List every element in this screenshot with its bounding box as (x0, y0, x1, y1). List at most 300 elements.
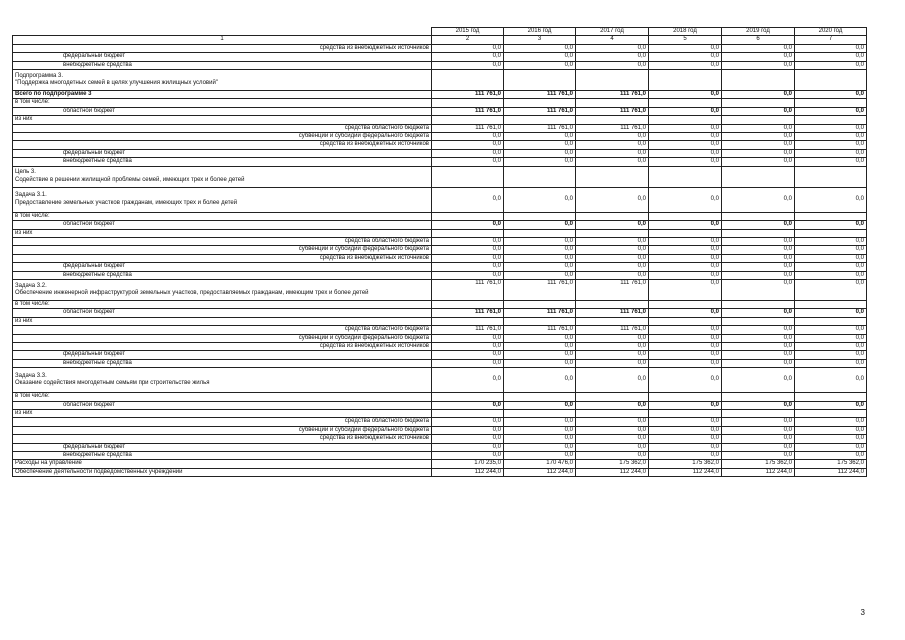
value-cell: 0,0 (432, 435, 504, 443)
value-cell: 0,0 (576, 141, 649, 149)
value-cell: 0,0 (649, 351, 722, 359)
value-cell: 0,0 (649, 309, 722, 317)
value-cell: 111 761,0 (576, 279, 649, 300)
value-cell (576, 410, 649, 418)
table-row (13, 452, 867, 460)
value-cell: 0,0 (432, 263, 504, 271)
table-row (13, 141, 867, 149)
row-label-cell (13, 221, 432, 229)
value-cell (795, 70, 867, 91)
value-cell: 111 761,0 (432, 107, 504, 115)
value-cell (504, 410, 576, 418)
value-cell: 0,0 (432, 187, 504, 212)
value-cell: 0,0 (576, 359, 649, 367)
value-cell: 111 761,0 (576, 107, 649, 115)
value-cell: 0,0 (649, 452, 722, 460)
value-cell: 111 761,0 (432, 309, 504, 317)
value-cell: 0,0 (795, 246, 867, 254)
value-cell: 0,0 (432, 61, 504, 69)
table-row (13, 133, 867, 141)
table-row (13, 368, 867, 393)
value-cell (576, 317, 649, 325)
row-label-cell (13, 443, 432, 451)
row-label: внебюджетные средства (63, 359, 132, 366)
value-cell: 0,0 (722, 326, 795, 334)
value-cell: 0,0 (795, 351, 867, 359)
value-cell: 0,0 (576, 401, 649, 409)
table-row (13, 212, 867, 220)
row-label: средства областного бюджета (344, 237, 429, 244)
table-row (13, 326, 867, 334)
row-label: Цель 3. (15, 169, 36, 176)
row-label-cell (13, 246, 432, 254)
value-cell: 0,0 (722, 158, 795, 166)
value-cell: 111 761,0 (576, 326, 649, 334)
column-number: 2 (432, 36, 504, 44)
value-cell: 0,0 (576, 187, 649, 212)
table-row (13, 70, 867, 91)
row-label: средства областного бюджета (344, 418, 429, 425)
year-header: 2016 год (504, 28, 576, 36)
value-cell: 111 761,0 (504, 107, 576, 115)
table-row (13, 229, 867, 237)
value-cell: 0,0 (504, 61, 576, 69)
value-cell (432, 317, 504, 325)
value-cell: 0,0 (722, 61, 795, 69)
column-number: 6 (722, 36, 795, 44)
row-label: средства областного бюджета (344, 326, 429, 333)
value-cell (576, 212, 649, 220)
table-row (13, 443, 867, 451)
row-label: средства из внебюджетных источников (319, 342, 429, 349)
value-cell (504, 393, 576, 401)
row-label-cell (13, 279, 432, 300)
value-cell: 0,0 (432, 246, 504, 254)
value-cell: 0,0 (795, 254, 867, 262)
row-label: в том числе: (15, 212, 50, 219)
value-cell (504, 317, 576, 325)
table-row (13, 53, 867, 61)
row-label-detail: Предоставление земельных участков гражданам, имеющих трех и более детей (15, 199, 238, 206)
value-cell: 0,0 (576, 443, 649, 451)
value-cell: 0,0 (795, 452, 867, 460)
value-cell (576, 229, 649, 237)
value-cell: 0,0 (795, 342, 867, 350)
value-cell: 112 244,0 (504, 468, 576, 476)
value-cell: 0,0 (649, 401, 722, 409)
year-header: 2017 год (576, 28, 649, 36)
value-cell: 111 761,0 (504, 91, 576, 99)
value-cell: 0,0 (432, 221, 504, 229)
row-label-cell (13, 468, 432, 476)
row-label: средства областного бюджета (344, 124, 429, 131)
row-label: средства из внебюджетных источников (319, 254, 429, 261)
row-label: субвенции и субсидии федерального бюджета (298, 426, 429, 433)
value-cell: 0,0 (722, 418, 795, 426)
value-cell: 0,0 (432, 254, 504, 262)
value-cell (795, 166, 867, 187)
value-cell: 0,0 (649, 359, 722, 367)
value-cell: 175 362,0 (576, 460, 649, 468)
value-cell: 0,0 (432, 271, 504, 279)
value-cell (504, 116, 576, 124)
value-cell: 0,0 (722, 351, 795, 359)
row-label: внебюджетные средства (63, 158, 132, 165)
value-cell: 0,0 (722, 91, 795, 99)
row-label-cell (13, 133, 432, 141)
value-cell: 0,0 (722, 334, 795, 342)
value-cell: 0,0 (722, 44, 795, 52)
value-cell (576, 300, 649, 308)
value-cell: 0,0 (722, 342, 795, 350)
value-cell: 0,0 (649, 133, 722, 141)
value-cell: 0,0 (795, 401, 867, 409)
value-cell: 0,0 (576, 158, 649, 166)
row-label-cell (13, 263, 432, 271)
value-cell: 0,0 (576, 342, 649, 350)
value-cell (795, 410, 867, 418)
value-cell: 0,0 (576, 334, 649, 342)
value-cell: 0,0 (649, 149, 722, 157)
value-cell: 0,0 (795, 141, 867, 149)
table-row (13, 309, 867, 317)
value-cell: 0,0 (649, 141, 722, 149)
value-cell: 0,0 (795, 61, 867, 69)
value-cell: 0,0 (722, 435, 795, 443)
table-row (13, 334, 867, 342)
value-cell: 0,0 (576, 418, 649, 426)
value-cell (576, 393, 649, 401)
value-cell (795, 317, 867, 325)
value-cell (504, 99, 576, 107)
row-label: в том числе: (15, 393, 50, 400)
table-row (13, 107, 867, 115)
value-cell (504, 300, 576, 308)
table-row (13, 317, 867, 325)
value-cell: 0,0 (649, 254, 722, 262)
value-cell: 0,0 (504, 254, 576, 262)
row-label-cell (13, 187, 432, 212)
row-label: субвенции и субсидии федерального бюджета (298, 246, 429, 253)
row-label: федеральный бюджет (63, 351, 126, 358)
value-cell: 0,0 (432, 401, 504, 409)
value-cell: 0,0 (649, 221, 722, 229)
row-label: из них (15, 229, 33, 236)
value-cell: 0,0 (504, 401, 576, 409)
value-cell (649, 99, 722, 107)
row-label-cell (13, 124, 432, 132)
value-cell: 0,0 (722, 279, 795, 300)
row-label-cell (13, 452, 432, 460)
value-cell (722, 317, 795, 325)
row-label: федеральный бюджет (63, 149, 126, 156)
value-cell: 0,0 (504, 149, 576, 157)
value-cell (795, 212, 867, 220)
value-cell: 175 362,0 (722, 460, 795, 468)
row-label-cell (13, 460, 432, 468)
row-label-cell (13, 53, 432, 61)
value-cell: 0,0 (504, 334, 576, 342)
table-row (13, 410, 867, 418)
value-cell: 0,0 (504, 443, 576, 451)
table-row (13, 116, 867, 124)
row-label: внебюджетные средства (63, 452, 132, 459)
value-cell (576, 116, 649, 124)
value-cell: 0,0 (722, 237, 795, 245)
value-cell: 0,0 (722, 263, 795, 271)
table-row (13, 221, 867, 229)
value-cell: 0,0 (795, 309, 867, 317)
row-label: федеральный бюджет (63, 263, 126, 270)
table-row (13, 401, 867, 409)
table-row (13, 271, 867, 279)
value-cell: 0,0 (795, 326, 867, 334)
value-cell: 0,0 (649, 158, 722, 166)
value-cell (649, 393, 722, 401)
value-cell: 170 235,0 (432, 460, 504, 468)
row-label-cell (13, 237, 432, 245)
value-cell (504, 70, 576, 91)
row-label: Расходы на управление (15, 460, 82, 467)
row-label-cell (13, 166, 432, 187)
value-cell (649, 229, 722, 237)
value-cell: 0,0 (576, 435, 649, 443)
year-header: 2020 год (795, 28, 867, 36)
value-cell (649, 166, 722, 187)
value-cell: 0,0 (795, 107, 867, 115)
value-cell: 0,0 (432, 334, 504, 342)
value-cell: 0,0 (795, 53, 867, 61)
value-cell: 112 244,0 (576, 468, 649, 476)
row-label-cell (13, 141, 432, 149)
row-label-cell (13, 107, 432, 115)
column-number-row (13, 36, 867, 44)
value-cell: 0,0 (504, 435, 576, 443)
value-cell: 0,0 (576, 452, 649, 460)
value-cell: 0,0 (432, 141, 504, 149)
row-label-cell (13, 426, 432, 434)
value-cell: 0,0 (795, 263, 867, 271)
value-cell: 0,0 (432, 368, 504, 393)
table-body (13, 44, 867, 476)
value-cell: 0,0 (795, 124, 867, 132)
row-label: из них (15, 116, 33, 123)
value-cell: 0,0 (432, 452, 504, 460)
row-label-detail: Содействие в решении жилищной проблемы семей, имеющих трех и более детей (15, 176, 245, 183)
table-row (13, 187, 867, 212)
row-label: в том числе: (15, 99, 50, 106)
value-cell: 0,0 (432, 418, 504, 426)
value-cell (649, 317, 722, 325)
row-label-cell (13, 70, 432, 91)
value-cell: 0,0 (432, 237, 504, 245)
row-label: Задача 3.3. (15, 372, 47, 379)
value-cell (432, 300, 504, 308)
row-label-cell (13, 317, 432, 325)
value-cell: 0,0 (576, 149, 649, 157)
value-cell (722, 166, 795, 187)
value-cell: 0,0 (649, 53, 722, 61)
value-cell: 0,0 (576, 368, 649, 393)
value-cell: 0,0 (504, 44, 576, 52)
row-label-cell (13, 401, 432, 409)
row-label-cell (13, 326, 432, 334)
row-label: внебюджетные средства (63, 61, 132, 68)
row-label: Подпрограмма 3. (15, 72, 64, 79)
value-cell: 0,0 (504, 53, 576, 61)
value-cell (432, 410, 504, 418)
row-label-detail: "Поддержка многодетных семей в целях улучшения жилищных условий" (15, 80, 218, 87)
table-row (13, 263, 867, 271)
value-cell: 0,0 (795, 187, 867, 212)
row-label: средства из внебюджетных источников (319, 141, 429, 148)
row-label: федеральный бюджет (63, 53, 126, 60)
value-cell (432, 393, 504, 401)
table-row (13, 254, 867, 262)
value-cell: 0,0 (795, 435, 867, 443)
value-cell: 111 761,0 (576, 91, 649, 99)
value-cell: 0,0 (649, 326, 722, 334)
budget-table (12, 27, 867, 477)
row-label: субвенции и субсидии федерального бюджета (298, 133, 429, 140)
value-cell: 0,0 (576, 351, 649, 359)
value-cell: 0,0 (649, 124, 722, 132)
year-header: 2015 год (432, 28, 504, 36)
value-cell: 0,0 (795, 426, 867, 434)
value-cell (722, 212, 795, 220)
value-cell: 111 761,0 (504, 124, 576, 132)
value-cell (722, 229, 795, 237)
page-number: 3 (860, 608, 865, 617)
value-cell: 111 761,0 (504, 309, 576, 317)
value-cell: 0,0 (504, 351, 576, 359)
value-cell: 111 761,0 (432, 279, 504, 300)
value-cell (795, 300, 867, 308)
year-header-row (13, 28, 867, 36)
row-label: областной бюджет (63, 107, 115, 114)
value-cell: 0,0 (722, 254, 795, 262)
table-row (13, 300, 867, 308)
row-label-cell (13, 44, 432, 52)
table-row (13, 435, 867, 443)
value-cell: 0,0 (795, 133, 867, 141)
table-row (13, 426, 867, 434)
year-header: 2018 год (649, 28, 722, 36)
value-cell: 0,0 (722, 401, 795, 409)
value-cell: 0,0 (576, 271, 649, 279)
value-cell: 0,0 (722, 443, 795, 451)
value-cell (649, 300, 722, 308)
table-row (13, 91, 867, 99)
value-cell: 0,0 (504, 271, 576, 279)
value-cell: 0,0 (576, 44, 649, 52)
row-label-cell (13, 359, 432, 367)
column-number: 3 (504, 36, 576, 44)
value-cell: 0,0 (576, 237, 649, 245)
value-cell: 111 761,0 (504, 326, 576, 334)
value-cell (795, 229, 867, 237)
value-cell: 0,0 (649, 443, 722, 451)
value-cell: 0,0 (722, 309, 795, 317)
value-cell: 111 761,0 (432, 91, 504, 99)
value-cell: 0,0 (722, 53, 795, 61)
row-label: средства из внебюджетных источников (319, 435, 429, 442)
value-cell (432, 70, 504, 91)
value-cell (432, 116, 504, 124)
value-cell (722, 393, 795, 401)
value-cell (722, 70, 795, 91)
value-cell: 0,0 (649, 91, 722, 99)
value-cell: 112 244,0 (795, 468, 867, 476)
value-cell: 0,0 (722, 141, 795, 149)
value-cell (576, 99, 649, 107)
value-cell: 0,0 (432, 342, 504, 350)
value-cell: 0,0 (504, 133, 576, 141)
value-cell: 0,0 (649, 61, 722, 69)
value-cell: 0,0 (576, 133, 649, 141)
value-cell: 0,0 (795, 149, 867, 157)
value-cell: 0,0 (649, 237, 722, 245)
value-cell: 0,0 (504, 452, 576, 460)
value-cell (432, 166, 504, 187)
value-cell (576, 166, 649, 187)
value-cell (504, 212, 576, 220)
value-cell: 0,0 (649, 435, 722, 443)
value-cell: 0,0 (432, 158, 504, 166)
row-label-cell (13, 99, 432, 107)
value-cell: 0,0 (576, 246, 649, 254)
value-cell: 0,0 (795, 221, 867, 229)
value-cell: 0,0 (722, 221, 795, 229)
table-row (13, 158, 867, 166)
value-cell: 0,0 (432, 149, 504, 157)
value-cell: 0,0 (576, 426, 649, 434)
value-cell: 0,0 (722, 133, 795, 141)
value-cell: 0,0 (795, 237, 867, 245)
row-label: Всего по подпрограмме 3 (15, 91, 92, 98)
row-label-cell (13, 435, 432, 443)
value-cell: 0,0 (795, 279, 867, 300)
value-cell: 0,0 (649, 342, 722, 350)
value-cell: 0,0 (722, 271, 795, 279)
value-cell: 0,0 (504, 342, 576, 350)
value-cell: 0,0 (504, 426, 576, 434)
row-label-cell (13, 393, 432, 401)
value-cell: 111 761,0 (432, 124, 504, 132)
value-cell (504, 229, 576, 237)
value-cell: 0,0 (504, 158, 576, 166)
value-cell: 0,0 (504, 368, 576, 393)
value-cell: 0,0 (795, 44, 867, 52)
value-cell: 0,0 (504, 418, 576, 426)
value-cell (649, 410, 722, 418)
table-row (13, 418, 867, 426)
value-cell (722, 116, 795, 124)
value-cell: 175 362,0 (649, 460, 722, 468)
value-cell: 0,0 (504, 237, 576, 245)
row-label-cell (13, 254, 432, 262)
value-cell (649, 116, 722, 124)
row-label-cell (13, 309, 432, 317)
value-cell (576, 70, 649, 91)
table-row (13, 149, 867, 157)
value-cell: 0,0 (432, 53, 504, 61)
value-cell: 0,0 (649, 44, 722, 52)
value-cell: 0,0 (504, 187, 576, 212)
table-row (13, 460, 867, 468)
value-cell: 111 761,0 (432, 326, 504, 334)
row-label-cell (13, 351, 432, 359)
